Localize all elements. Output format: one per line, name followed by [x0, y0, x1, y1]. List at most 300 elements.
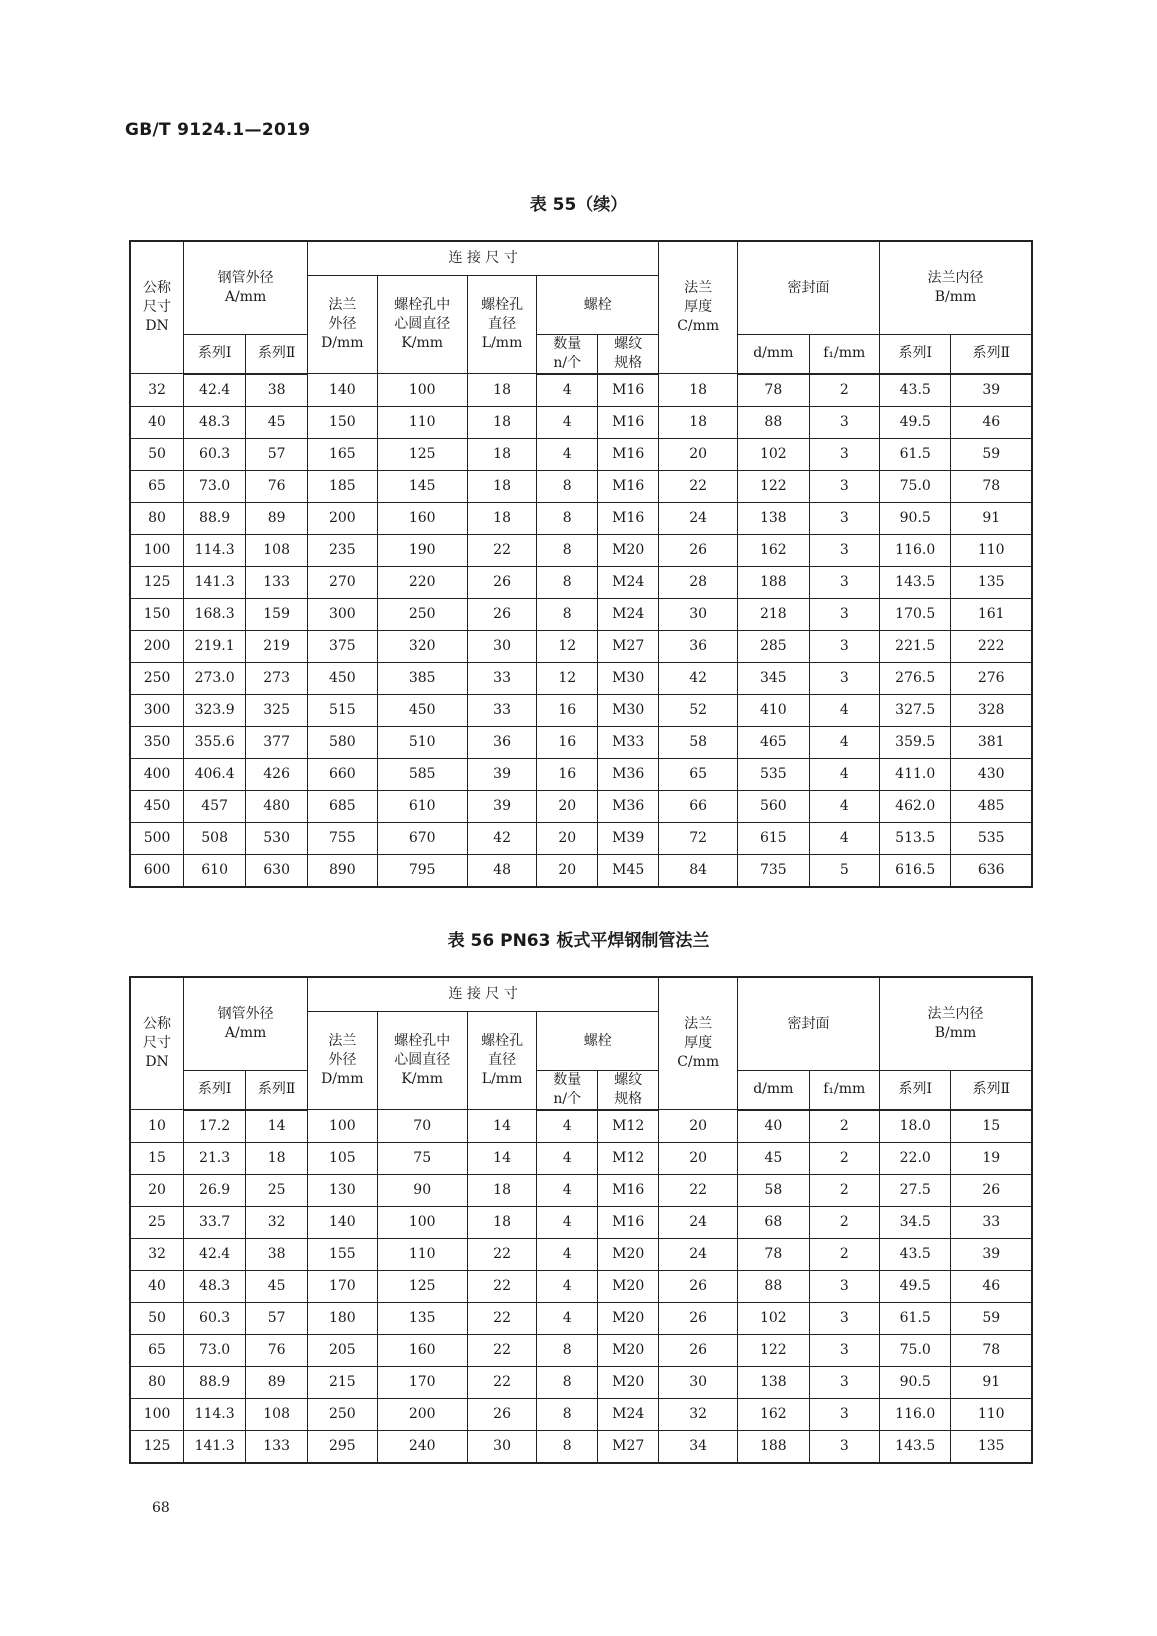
table-cell: 61.5 [879, 438, 950, 470]
table-cell: M20 [598, 534, 659, 566]
table-cell: 4 [537, 1206, 598, 1238]
table-cell: M24 [598, 566, 659, 598]
table-cell: 616.5 [879, 854, 950, 887]
table-cell: 3 [809, 1302, 879, 1334]
table-cell: 78 [738, 374, 809, 407]
table-cell: 2 [809, 1142, 879, 1174]
table-cell: M16 [598, 406, 659, 438]
table-cell: 60.3 [184, 438, 246, 470]
table-cell: 90.5 [879, 1366, 950, 1398]
table-cell: M27 [598, 1430, 659, 1463]
table-row [130, 1302, 1032, 1334]
table-row [130, 1110, 1032, 1143]
table-cell: 39 [467, 758, 536, 790]
header-connection: 连 接 尺 寸 [308, 241, 659, 276]
header-bore-series-1: 系列Ⅰ [879, 335, 950, 374]
table-cell: 4 [537, 438, 598, 470]
table-cell: 26 [659, 1334, 738, 1366]
table-cell: 32 [130, 1238, 184, 1270]
table-cell: 42 [659, 662, 738, 694]
table-56-title: 表 56 PN63 板式平焊钢制管法兰 [447, 931, 710, 951]
table-cell: 20 [659, 1142, 738, 1174]
table-cell: 114.3 [184, 534, 246, 566]
table-cell: 133 [246, 1430, 308, 1463]
table-cell: 890 [308, 854, 377, 887]
table-cell: M20 [598, 1366, 659, 1398]
table-cell: 273.0 [184, 662, 246, 694]
page-number: 68 [152, 1500, 170, 1516]
table-cell: 16 [537, 694, 598, 726]
table-cell: 116.0 [879, 534, 950, 566]
table-cell: 145 [377, 470, 467, 502]
header-bolt-circle: 螺栓孔中 心圆直径 K/mm [377, 1012, 467, 1110]
table-cell: 580 [308, 726, 377, 758]
table-cell: M45 [598, 854, 659, 887]
table-cell: 24 [659, 1238, 738, 1270]
table-row [130, 534, 1032, 566]
table-row [130, 1270, 1032, 1302]
table-cell: 90.5 [879, 502, 950, 534]
table-cell: 59 [951, 1302, 1032, 1334]
table-row [130, 1142, 1032, 1174]
header-seal-f1: f₁/mm [809, 335, 879, 374]
header-pipe-od: 钢管外径 A/mm [184, 977, 308, 1071]
table-cell: 377 [246, 726, 308, 758]
table-cell: 135 [377, 1302, 467, 1334]
table-row [130, 1334, 1032, 1366]
table-cell: 100 [377, 374, 467, 407]
table-cell: 16 [537, 726, 598, 758]
table-cell: 76 [246, 1334, 308, 1366]
table-cell: 457 [184, 790, 246, 822]
table-cell: 125 [377, 1270, 467, 1302]
table-cell: 4 [537, 1238, 598, 1270]
table-cell: 72 [659, 822, 738, 854]
table-cell: 45 [246, 406, 308, 438]
table-cell: 38 [246, 374, 308, 407]
table-cell: 3 [809, 1334, 879, 1366]
table-cell: 48 [467, 854, 536, 887]
header-bolt-thread: 螺纹 规格 [598, 335, 659, 374]
table-cell: 513.5 [879, 822, 950, 854]
table-row [130, 758, 1032, 790]
table-cell: 91 [951, 1366, 1032, 1398]
header-bore-series-2: 系列Ⅱ [951, 1071, 1032, 1110]
table-cell: 4 [809, 790, 879, 822]
table-cell: M27 [598, 630, 659, 662]
table-cell: 108 [246, 534, 308, 566]
table-cell: 325 [246, 694, 308, 726]
table-row [130, 1206, 1032, 1238]
table-cell: 735 [738, 854, 809, 887]
table-cell: 270 [308, 566, 377, 598]
table-cell: 2 [809, 1238, 879, 1270]
table-cell: 26 [659, 1302, 738, 1334]
table-cell: 4 [809, 822, 879, 854]
table-cell: 162 [738, 1398, 809, 1430]
table-cell: M20 [598, 1302, 659, 1334]
header-bolt-thread: 螺纹 规格 [598, 1071, 659, 1110]
table-cell: 18 [467, 438, 536, 470]
table-cell: M33 [598, 726, 659, 758]
table-cell: 14 [467, 1142, 536, 1174]
table-cell: 610 [184, 854, 246, 887]
table-cell: 220 [377, 566, 467, 598]
table-cell: 20 [130, 1174, 184, 1206]
table-55 [129, 240, 1033, 888]
table-cell: 76 [246, 470, 308, 502]
table-cell: 18 [467, 1206, 536, 1238]
table-cell: 4 [537, 1142, 598, 1174]
table-cell: 685 [308, 790, 377, 822]
table-row [130, 822, 1032, 854]
table-cell: 26.9 [184, 1174, 246, 1206]
table-cell: 91 [951, 502, 1032, 534]
table-cell: 8 [537, 1430, 598, 1463]
table-cell: 100 [130, 1398, 184, 1430]
header-bolt: 螺栓 [537, 1012, 659, 1071]
table-cell: 122 [738, 470, 809, 502]
table-cell: 73.0 [184, 1334, 246, 1366]
table-cell: 20 [537, 822, 598, 854]
table-row [130, 1238, 1032, 1270]
table-row [130, 438, 1032, 470]
table-cell: 610 [377, 790, 467, 822]
table-cell: 46 [951, 1270, 1032, 1302]
table-cell: 276 [951, 662, 1032, 694]
table-cell: 3 [809, 1270, 879, 1302]
header-bolt-hole: 螺栓孔 直径 L/mm [467, 1012, 536, 1110]
table-cell: 26 [951, 1174, 1032, 1206]
table-row [130, 1174, 1032, 1206]
table-cell: 143.5 [879, 1430, 950, 1463]
table-cell: 80 [130, 1366, 184, 1398]
table-cell: 4 [809, 694, 879, 726]
table-cell: 188 [738, 566, 809, 598]
table-cell: 535 [951, 822, 1032, 854]
table-cell: 33 [951, 1206, 1032, 1238]
table-cell: 221.5 [879, 630, 950, 662]
table-cell: 18.0 [879, 1110, 950, 1143]
table-cell: 12 [537, 662, 598, 694]
table-cell: 480 [246, 790, 308, 822]
table-cell: 755 [308, 822, 377, 854]
table-cell: 39 [951, 374, 1032, 407]
header-bolt-qty: 数量 n/个 [537, 335, 598, 374]
table-cell: 39 [467, 790, 536, 822]
header-flange-od: 法兰 外径 D/mm [308, 1012, 377, 1110]
table-cell: 3 [809, 566, 879, 598]
table-cell: 3 [809, 1366, 879, 1398]
table-cell: 3 [809, 406, 879, 438]
table-cell: 27.5 [879, 1174, 950, 1206]
table-cell: 155 [308, 1238, 377, 1270]
table-cell: 17.2 [184, 1110, 246, 1143]
table-cell: 26 [467, 598, 536, 630]
header-sealing: 密封面 [738, 977, 880, 1071]
table-cell: 33.7 [184, 1206, 246, 1238]
table-cell: 84 [659, 854, 738, 887]
table-cell: 410 [738, 694, 809, 726]
table-cell: 90 [377, 1174, 467, 1206]
table-cell: 48.3 [184, 1270, 246, 1302]
table-cell: 110 [377, 1238, 467, 1270]
table-cell: 530 [246, 822, 308, 854]
table-cell: 61.5 [879, 1302, 950, 1334]
table-cell: 24 [659, 1206, 738, 1238]
table-cell: 660 [308, 758, 377, 790]
table-cell: 26 [467, 566, 536, 598]
table-row [130, 598, 1032, 630]
table-cell: 170 [308, 1270, 377, 1302]
header-series-2: 系列Ⅱ [246, 335, 308, 374]
table-cell: 219 [246, 630, 308, 662]
table-cell: 300 [130, 694, 184, 726]
table-row [130, 502, 1032, 534]
table-cell: 328 [951, 694, 1032, 726]
table-cell: 116.0 [879, 1398, 950, 1430]
table-cell: 190 [377, 534, 467, 566]
table-row [130, 1430, 1032, 1463]
table-cell: 60.3 [184, 1302, 246, 1334]
table-cell: 57 [246, 1302, 308, 1334]
table-cell: M16 [598, 470, 659, 502]
table-cell: 3 [809, 662, 879, 694]
table-cell: 46 [951, 406, 1032, 438]
table-cell: 323.9 [184, 694, 246, 726]
header-bore: 法兰内径 B/mm [879, 977, 1032, 1071]
table-cell: 8 [537, 1366, 598, 1398]
header-flange-od: 法兰 外径 D/mm [308, 276, 377, 374]
table-cell: 58 [738, 1174, 809, 1206]
table-cell: 30 [659, 598, 738, 630]
table-cell: 68 [738, 1206, 809, 1238]
table-row [130, 662, 1032, 694]
table-cell: 14 [246, 1110, 308, 1143]
table-cell: 600 [130, 854, 184, 887]
table-cell: 75.0 [879, 470, 950, 502]
table-row [130, 854, 1032, 887]
table-cell: 110 [951, 1398, 1032, 1430]
table-cell: 125 [130, 566, 184, 598]
table-cell: 8 [537, 470, 598, 502]
table-cell: 20 [659, 438, 738, 470]
table-cell: 102 [738, 1302, 809, 1334]
table-cell: 48.3 [184, 406, 246, 438]
table-cell: 133 [246, 566, 308, 598]
table-cell: 22 [467, 1238, 536, 1270]
table-cell: 105 [308, 1142, 377, 1174]
table-cell: 218 [738, 598, 809, 630]
table-56 [129, 976, 1033, 1464]
table-cell: 22 [659, 470, 738, 502]
table-cell: 43.5 [879, 1238, 950, 1270]
table-cell: 52 [659, 694, 738, 726]
table-cell: 58 [659, 726, 738, 758]
header-bolt: 螺栓 [537, 276, 659, 335]
table-cell: 20 [537, 854, 598, 887]
table-cell: 18 [467, 374, 536, 407]
table-cell: 20 [537, 790, 598, 822]
table-cell: 4 [537, 406, 598, 438]
table-cell: M12 [598, 1110, 659, 1143]
table-cell: 400 [130, 758, 184, 790]
table-cell: 3 [809, 1398, 879, 1430]
table-cell: M20 [598, 1270, 659, 1302]
table-cell: 4 [537, 374, 598, 407]
header-seal-f1: f₁/mm [809, 1071, 879, 1110]
table-cell: 25 [246, 1174, 308, 1206]
table-cell: 4 [537, 1270, 598, 1302]
header-dn: 公称 尺寸 DN [130, 241, 184, 374]
table-cell: 14 [467, 1110, 536, 1143]
table-cell: 170 [377, 1366, 467, 1398]
table-cell: 100 [377, 1206, 467, 1238]
table-cell: 34.5 [879, 1206, 950, 1238]
table-cell: 125 [377, 438, 467, 470]
table-cell: 32 [659, 1398, 738, 1430]
table-cell: 160 [377, 1334, 467, 1366]
table-cell: 168.3 [184, 598, 246, 630]
table-row [130, 470, 1032, 502]
table-cell: 5 [809, 854, 879, 887]
header-dn: 公称 尺寸 DN [130, 977, 184, 1110]
table-cell: 114.3 [184, 1398, 246, 1430]
table-cell: 138 [738, 502, 809, 534]
table-row [130, 790, 1032, 822]
table-cell: 88 [738, 1270, 809, 1302]
table-cell: 78 [951, 470, 1032, 502]
table-cell: 188 [738, 1430, 809, 1463]
table-cell: M20 [598, 1334, 659, 1366]
header-bore: 法兰内径 B/mm [879, 241, 1032, 335]
table-cell: 670 [377, 822, 467, 854]
table-cell: 135 [951, 566, 1032, 598]
table-cell: 222 [951, 630, 1032, 662]
table-cell: 535 [738, 758, 809, 790]
table-cell: 15 [130, 1142, 184, 1174]
table-cell: 30 [467, 630, 536, 662]
table-cell: 89 [246, 1366, 308, 1398]
table-cell: 515 [308, 694, 377, 726]
table-cell: 2 [809, 1110, 879, 1143]
table-cell: 285 [738, 630, 809, 662]
table-55-title: 表 55（续） [529, 195, 628, 215]
table-cell: 42 [467, 822, 536, 854]
table-cell: 65 [130, 1334, 184, 1366]
table-cell: 43.5 [879, 374, 950, 407]
table-cell: 59 [951, 438, 1032, 470]
table-cell: 636 [951, 854, 1032, 887]
table-cell: 2 [809, 374, 879, 407]
table-cell: 22 [467, 534, 536, 566]
header-bolt-hole: 螺栓孔 直径 L/mm [467, 276, 536, 374]
table-cell: 165 [308, 438, 377, 470]
table-cell: 8 [537, 598, 598, 630]
table-cell: 170.5 [879, 598, 950, 630]
table-cell: 150 [308, 406, 377, 438]
table-row [130, 1398, 1032, 1430]
table-cell: 110 [951, 534, 1032, 566]
table-cell: 8 [537, 566, 598, 598]
table-cell: 240 [377, 1430, 467, 1463]
table-cell: 3 [809, 1430, 879, 1463]
table-cell: 161 [951, 598, 1032, 630]
table-cell: 49.5 [879, 406, 950, 438]
table-cell: 235 [308, 534, 377, 566]
table-cell: 125 [130, 1430, 184, 1463]
table-cell: 2 [809, 1206, 879, 1238]
table-row [130, 630, 1032, 662]
table-cell: M16 [598, 438, 659, 470]
table-cell: 585 [377, 758, 467, 790]
table-cell: 88.9 [184, 1366, 246, 1398]
table-cell: 3 [809, 630, 879, 662]
table-cell: 426 [246, 758, 308, 790]
table-cell: 20 [659, 1110, 738, 1143]
table-cell: 33 [467, 662, 536, 694]
table-cell: 75.0 [879, 1334, 950, 1366]
table-cell: 66 [659, 790, 738, 822]
table-cell: M16 [598, 1174, 659, 1206]
table-cell: M30 [598, 662, 659, 694]
header-bore-series-2: 系列Ⅱ [951, 335, 1032, 374]
table-cell: 205 [308, 1334, 377, 1366]
table-cell: 30 [659, 1366, 738, 1398]
header-pipe-od: 钢管外径 A/mm [184, 241, 308, 335]
table-cell: 45 [738, 1142, 809, 1174]
table-cell: 450 [308, 662, 377, 694]
table-cell: M24 [598, 1398, 659, 1430]
table-row [130, 726, 1032, 758]
table-cell: 3 [809, 438, 879, 470]
table-cell: 49.5 [879, 1270, 950, 1302]
table-cell: 450 [377, 694, 467, 726]
table-cell: 406.4 [184, 758, 246, 790]
table-cell: 36 [467, 726, 536, 758]
table-cell: 18 [467, 502, 536, 534]
table-cell: 22 [467, 1334, 536, 1366]
table-cell: 140 [308, 1206, 377, 1238]
table-cell: 75 [377, 1142, 467, 1174]
table-cell: 4 [537, 1110, 598, 1143]
table-cell: 320 [377, 630, 467, 662]
table-cell: 359.5 [879, 726, 950, 758]
table-cell: 12 [537, 630, 598, 662]
table-cell: 2 [809, 1174, 879, 1206]
table-cell: 78 [951, 1334, 1032, 1366]
table-cell: 162 [738, 534, 809, 566]
header-sealing: 密封面 [738, 241, 880, 335]
table-cell: 138 [738, 1366, 809, 1398]
table-cell: 185 [308, 470, 377, 502]
table-cell: 485 [951, 790, 1032, 822]
standard-number: GB/T 9124.1—2019 [125, 120, 311, 140]
table-cell: 25 [130, 1206, 184, 1238]
table-cell: 350 [130, 726, 184, 758]
table-cell: M36 [598, 758, 659, 790]
table-cell: 26 [659, 1270, 738, 1302]
table-cell: 30 [467, 1430, 536, 1463]
table-cell: 26 [659, 534, 738, 566]
table-cell: 88 [738, 406, 809, 438]
table-cell: 18 [467, 1174, 536, 1206]
table-cell: 276.5 [879, 662, 950, 694]
table-cell: 159 [246, 598, 308, 630]
table-cell: 4 [537, 1302, 598, 1334]
table-cell: 8 [537, 1334, 598, 1366]
table-cell: 8 [537, 502, 598, 534]
